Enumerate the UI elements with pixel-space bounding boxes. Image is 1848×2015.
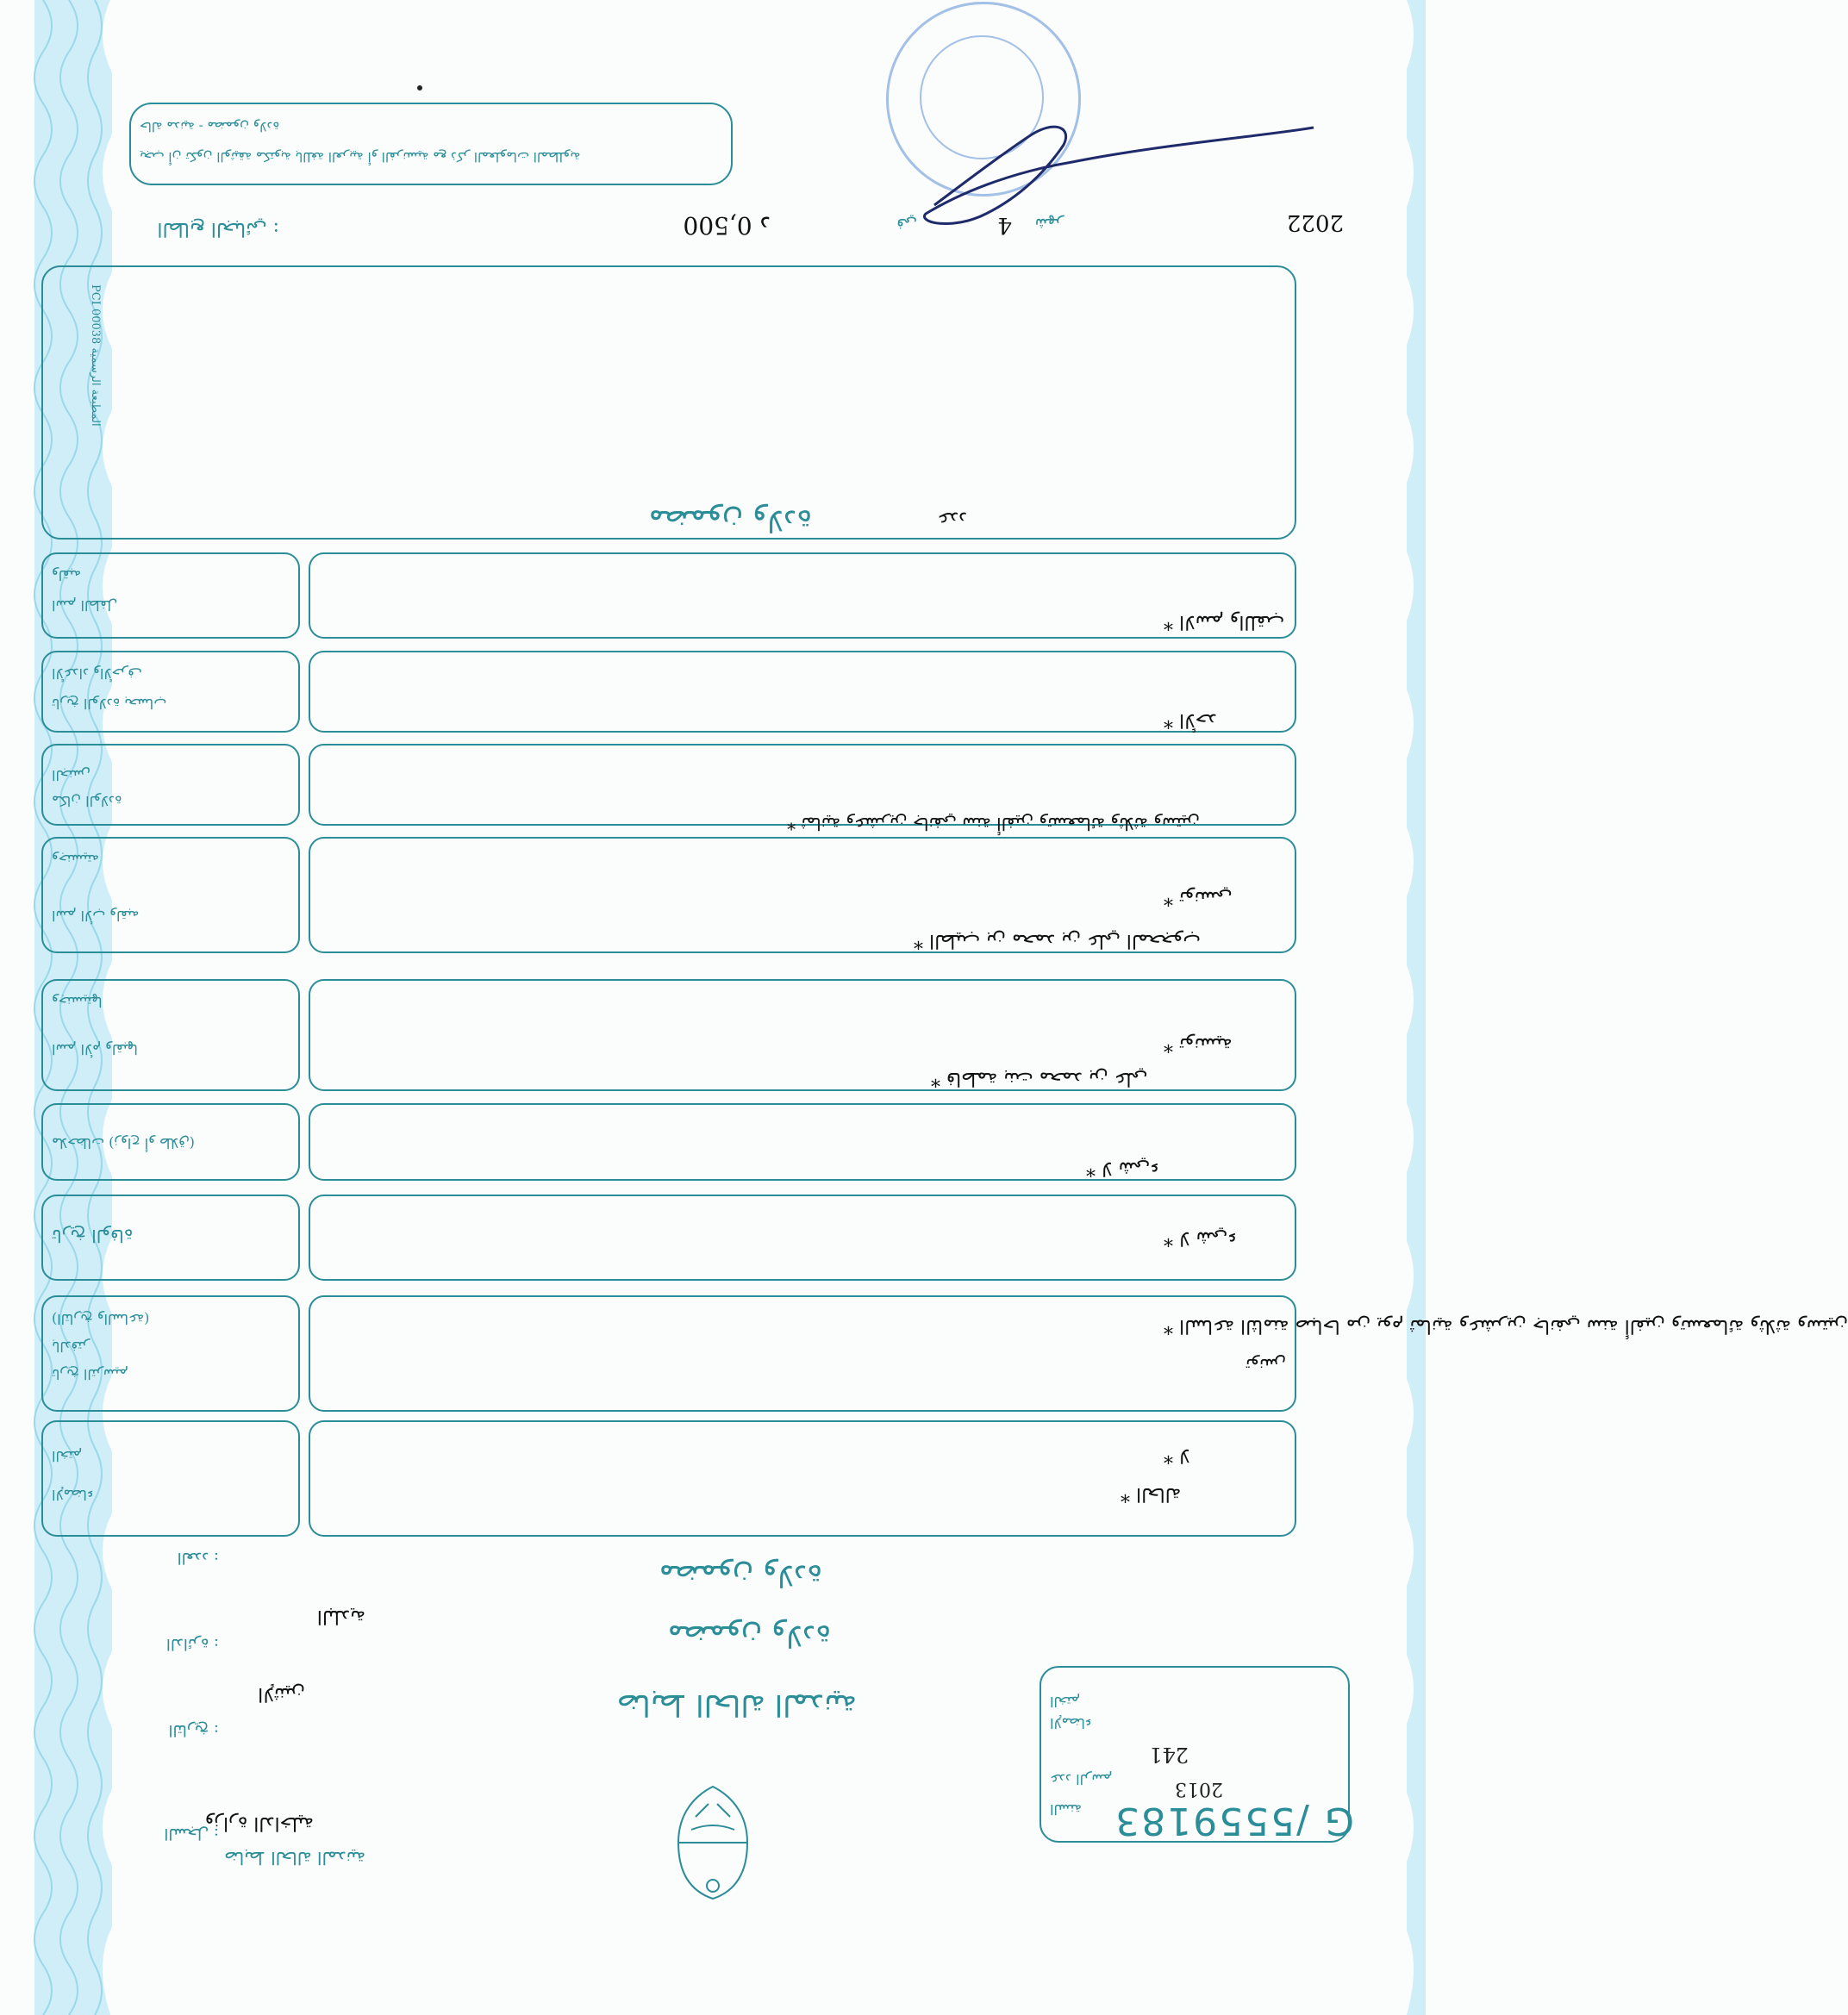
field-value-line: * الحالة xyxy=(1121,1483,1182,1505)
office-value: البلدية xyxy=(316,1606,365,1627)
stamp-box-line-3: عدد الرسم xyxy=(1050,1771,1113,1787)
field-label-box xyxy=(41,1103,300,1181)
field-value-box xyxy=(309,1295,1848,1412)
fiscal-stamp-label: الطابع الجبائي : xyxy=(157,218,279,240)
register-year: 2013 xyxy=(1175,1778,1223,1800)
field-label-line: الإمضاء xyxy=(52,1487,94,1503)
field-value-line: * ثمانية وعشرين جانفي سنة ألفين وتسعمائة وثلاثة وستين xyxy=(787,814,1200,834)
number-label: العدد : xyxy=(177,1549,219,1567)
day-value: 4 xyxy=(997,212,1012,238)
officer-label: ضابط الحالة المدنية xyxy=(224,1848,365,1868)
stamp-box-line-4: السنة xyxy=(1050,1801,1082,1818)
footer-heading-2: مضمون ولادة xyxy=(659,1558,822,1593)
field-label-line: الجنس xyxy=(52,767,91,783)
stamp-box-line-2: الإمضاء xyxy=(1050,1715,1092,1731)
registry-label: السجل : xyxy=(164,1825,219,1843)
number-label: عدد xyxy=(937,508,967,529)
field-label-line: تاريخ الولادة بحساب xyxy=(52,696,167,712)
field-label-box xyxy=(41,1295,300,1412)
field-label-line: ملاحظات (زواج أو طلاق) xyxy=(52,1135,195,1151)
field-label-line: وجنسيتها xyxy=(52,994,103,1010)
title-box xyxy=(41,265,1296,540)
footer-heading: مضمون ولادة xyxy=(667,1619,831,1653)
field-value-line: * تونسية xyxy=(1164,1033,1233,1055)
month-label: شهر xyxy=(1034,215,1064,233)
year-value: 2022 xyxy=(1286,209,1344,235)
ink-speck xyxy=(417,85,422,90)
field-value-box xyxy=(309,837,1296,953)
field-value-line: * الاسم واللقب xyxy=(1164,611,1285,633)
field-value-line: تونس xyxy=(1246,1355,1286,1376)
field-label-line: ولقبه xyxy=(52,567,82,583)
stamp-box-line-1: الختم xyxy=(1050,1694,1081,1710)
notice-line-2: حالة مدنية - مضمون ولادة xyxy=(140,119,280,134)
field-label-line: مكان الولادة xyxy=(52,793,122,809)
field-label-box xyxy=(41,979,300,1091)
field-label-box xyxy=(41,552,300,639)
field-label-box xyxy=(41,1420,300,1537)
field-label-line: (التاريخ والساعة) xyxy=(52,1311,150,1327)
field-value-box xyxy=(309,744,1296,834)
office-label: الدائرة : xyxy=(165,1635,219,1653)
field-label-box xyxy=(41,651,300,733)
field-value-box xyxy=(309,651,1296,733)
stamp-box xyxy=(1040,1666,1350,1843)
field-value-box xyxy=(309,1103,1296,1181)
field-label-line: الأعداد والأحرف xyxy=(52,665,142,682)
price-value: 0,500 د xyxy=(683,211,771,240)
serial-number: G /5559183 xyxy=(1114,1799,1354,1843)
field-label-line: اسم الطفل xyxy=(52,597,118,614)
date-label: التاريخ : xyxy=(168,1721,219,1739)
date-value: الإثنين xyxy=(258,1683,305,1705)
field-value-line: * تونسي xyxy=(1164,887,1233,908)
notice-box xyxy=(129,103,733,185)
signature xyxy=(900,76,1331,265)
registry-value: وزارة الداخلية xyxy=(204,1812,314,1834)
field-value-box xyxy=(309,1195,1296,1281)
field-value-box xyxy=(309,552,1296,639)
field-value-line: * الطيب بن محمد بن علي المحجوب xyxy=(914,930,1201,951)
field-label-line: بالدفتر xyxy=(52,1338,90,1355)
field-value-line: * الساعة الثامنة صباحا من يوم ثمانية وعشرين جانفي سنة ألفين وتسعمائة وثلاثة وستين xyxy=(1164,1315,1848,1337)
field-label-line: تاريخ الترسيم xyxy=(52,1366,128,1382)
field-label-line: اسم الأم ولقبها xyxy=(52,1041,138,1057)
footer-subheading: ضابط الحالة المدنية xyxy=(616,1687,857,1722)
field-label-box xyxy=(41,744,300,826)
document-title: مضمون ولادة xyxy=(648,503,812,538)
printer-imprint: المطبعة الرسمية PCI 00038 xyxy=(89,284,102,427)
field-label-line: الختم xyxy=(52,1448,83,1464)
field-value-line: * الأحد xyxy=(1164,709,1217,731)
field-label-line: وجنسيته xyxy=(52,852,99,868)
field-value-box xyxy=(309,979,1296,1091)
register-number: 241 xyxy=(1149,1743,1189,1767)
field-label-box xyxy=(41,837,300,953)
field-value-box xyxy=(309,1420,1296,1537)
republic-emblem-icon xyxy=(670,1782,756,1903)
field-label-line: اسم الأب ولقبه xyxy=(52,908,140,924)
field-value-line: * لا شيء xyxy=(1086,1157,1159,1179)
field-value-line: * لا شيء xyxy=(1164,1227,1237,1249)
notice-line-1: يجب أن تكون الوثيقة مكتوبة باللغة العربية أو الفرنسية مع ذكر المعلومات المطلوبة xyxy=(140,149,581,165)
field-label-line: تاريخ الوفاة xyxy=(52,1226,134,1246)
field-value-line: * فاطمة بنت محمد بن علي xyxy=(931,1068,1148,1089)
day-label: في xyxy=(896,215,917,233)
field-value-line: * لا xyxy=(1164,1444,1190,1466)
field-label-box xyxy=(41,1195,300,1281)
